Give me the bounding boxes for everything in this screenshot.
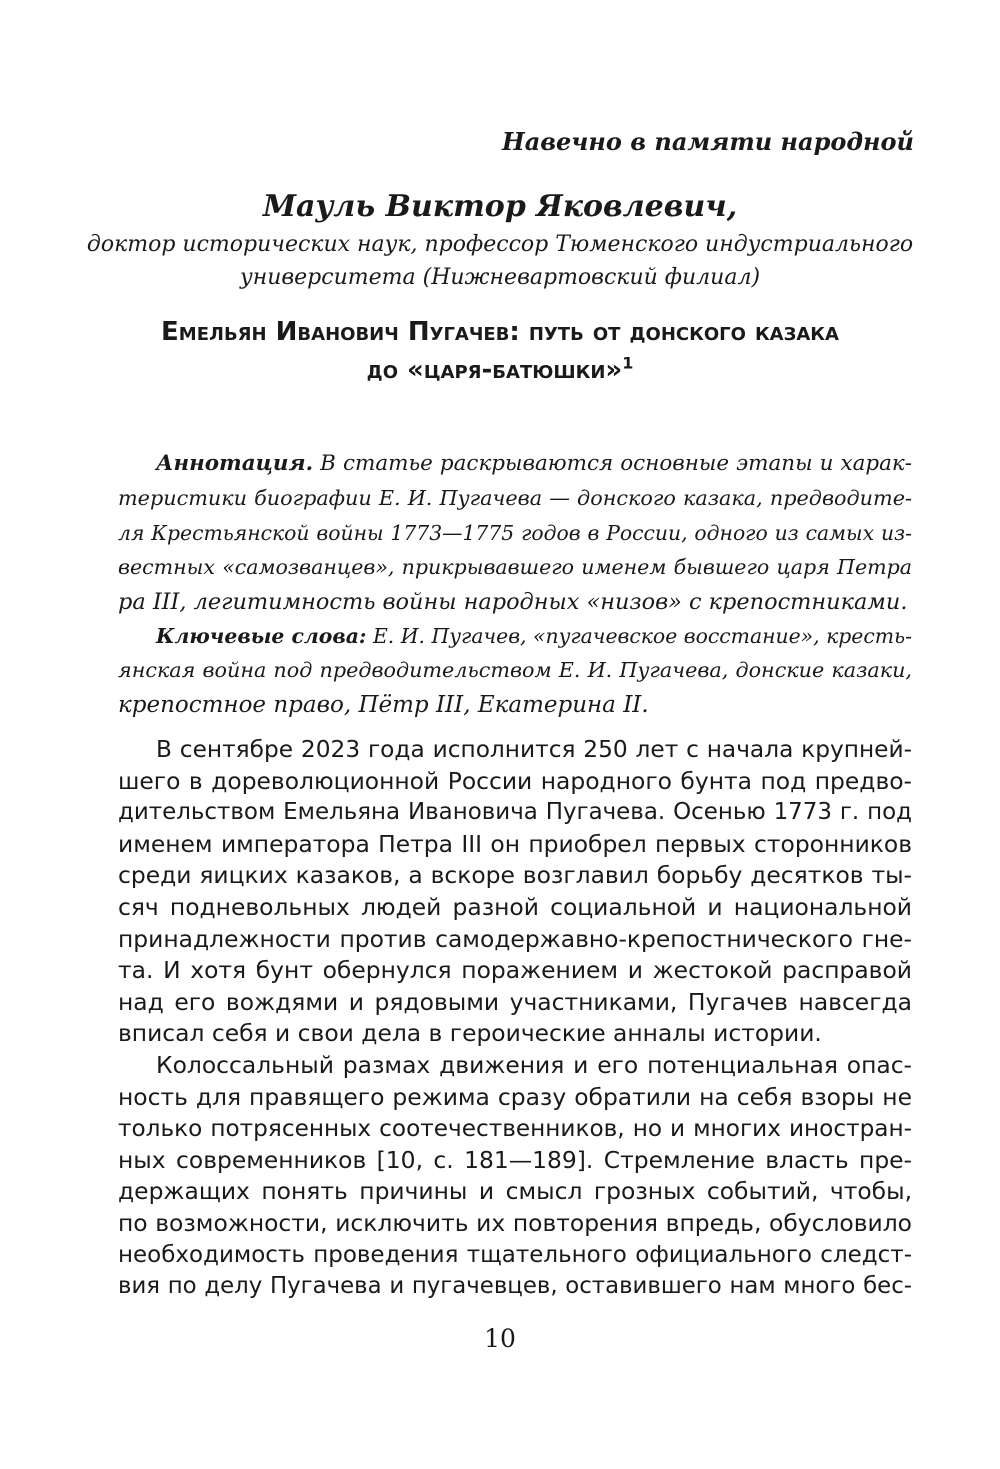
body-line: шего в дореволюционной России народного бунта под предво- [118, 766, 912, 795]
abstract-line: вестных «самозванцев», прикрывавшего именем бывшего царя Петра [118, 555, 912, 580]
body-line: по возможности, исключить их повторения впредь, обусловило [118, 1208, 912, 1237]
article-title-line: Емельян Иванович Пугачев: путь от донского казака [161, 317, 839, 347]
keywords-label: Ключевые слова: [156, 624, 367, 649]
abstract-text: В статье раскрываются основные этапы и харак- [320, 451, 912, 476]
abstract-line: ля Крестьянской войны 1773—1775 годов в России, одного из самых из- [118, 520, 912, 545]
body-line: необходимость проведения тщательного официального следст- [118, 1241, 912, 1268]
author-affiliation-line: университета (Нижневартовский филиал) [239, 265, 761, 290]
page-number: 10 [484, 1324, 516, 1353]
body-line: вия по делу Пугачева и пугачевцев, оставившего нам много бес- [118, 1273, 912, 1300]
body-line: над его вождями и рядовыми участниками, Пугачев навсегда [118, 987, 912, 1016]
keywords-line: крепостное право, Пётр III, Екатерина II. [118, 691, 649, 718]
keywords-line: янская война под предводительством Е. И. Пугачева, донские казаки, [118, 658, 912, 683]
body-line: ность для правящего режима сразу обратили на себя взоры не [118, 1082, 912, 1111]
author-affiliation-line: доктор исторических наук, профессор Тюменского индустриального [86, 232, 914, 257]
keywords-text: Е. И. Пугачев, «пугачевское восстание», кресть- [372, 624, 912, 649]
body-line: только потрясенных соотечественников, но и многих иностран- [118, 1115, 912, 1143]
abstract-label: Аннотация. [156, 451, 314, 476]
body-line: ных современников [10, с. 181—189]. Стремление власть пре- [118, 1145, 912, 1174]
keywords-line [118, 619, 912, 653]
body-line: принадлежности против самодержавно-крепостнического гне- [118, 924, 912, 953]
author-name: Мауль Виктор Яковлевич, [262, 189, 738, 224]
body-paragraph [118, 734, 912, 1050]
abstract [118, 447, 912, 722]
footnote-mark: 1 [622, 353, 634, 373]
body-line: вписал себя и свои дела в героические анналы истории. [118, 1019, 822, 1048]
body-line: держащих понять причины и смысл грозных событий, чтобы, [118, 1177, 912, 1206]
body-line: сяч подневольных людей разной социальной и национальной [118, 892, 912, 921]
body-paragraph [118, 1050, 912, 1303]
body-line: Колоссальный размах движения и его потенциальная опас- [156, 1051, 912, 1079]
body-line: именем императора Петра III он приобрел первых сторонников [118, 829, 912, 858]
body-line: та. И хотя бунт обернулся поражением и жестокой расправой [118, 956, 912, 985]
body-line: В сентябре 2023 года исполнится 250 лет с начала крупней- [156, 736, 912, 763]
article-title-line [0, 350, 1000, 390]
abstract-line [118, 447, 912, 481]
section-header: Навечно в памяти народной [502, 127, 914, 156]
abstract-line: ра III, легитимность войны народных «низов» с крепостниками. [118, 588, 908, 615]
article-title-line-text: до «царя-батюшки» [366, 355, 623, 385]
body-line: дительством Емельяна Ивановича Пугачева. Осенью 1773 г. под [118, 799, 912, 826]
abstract-line: теристики биографии Е. И. Пугачева — донского казака, предводите- [118, 486, 912, 511]
body-line: среди яицких казаков, а вскоре возглавил борьбу десятков ты- [118, 861, 912, 890]
